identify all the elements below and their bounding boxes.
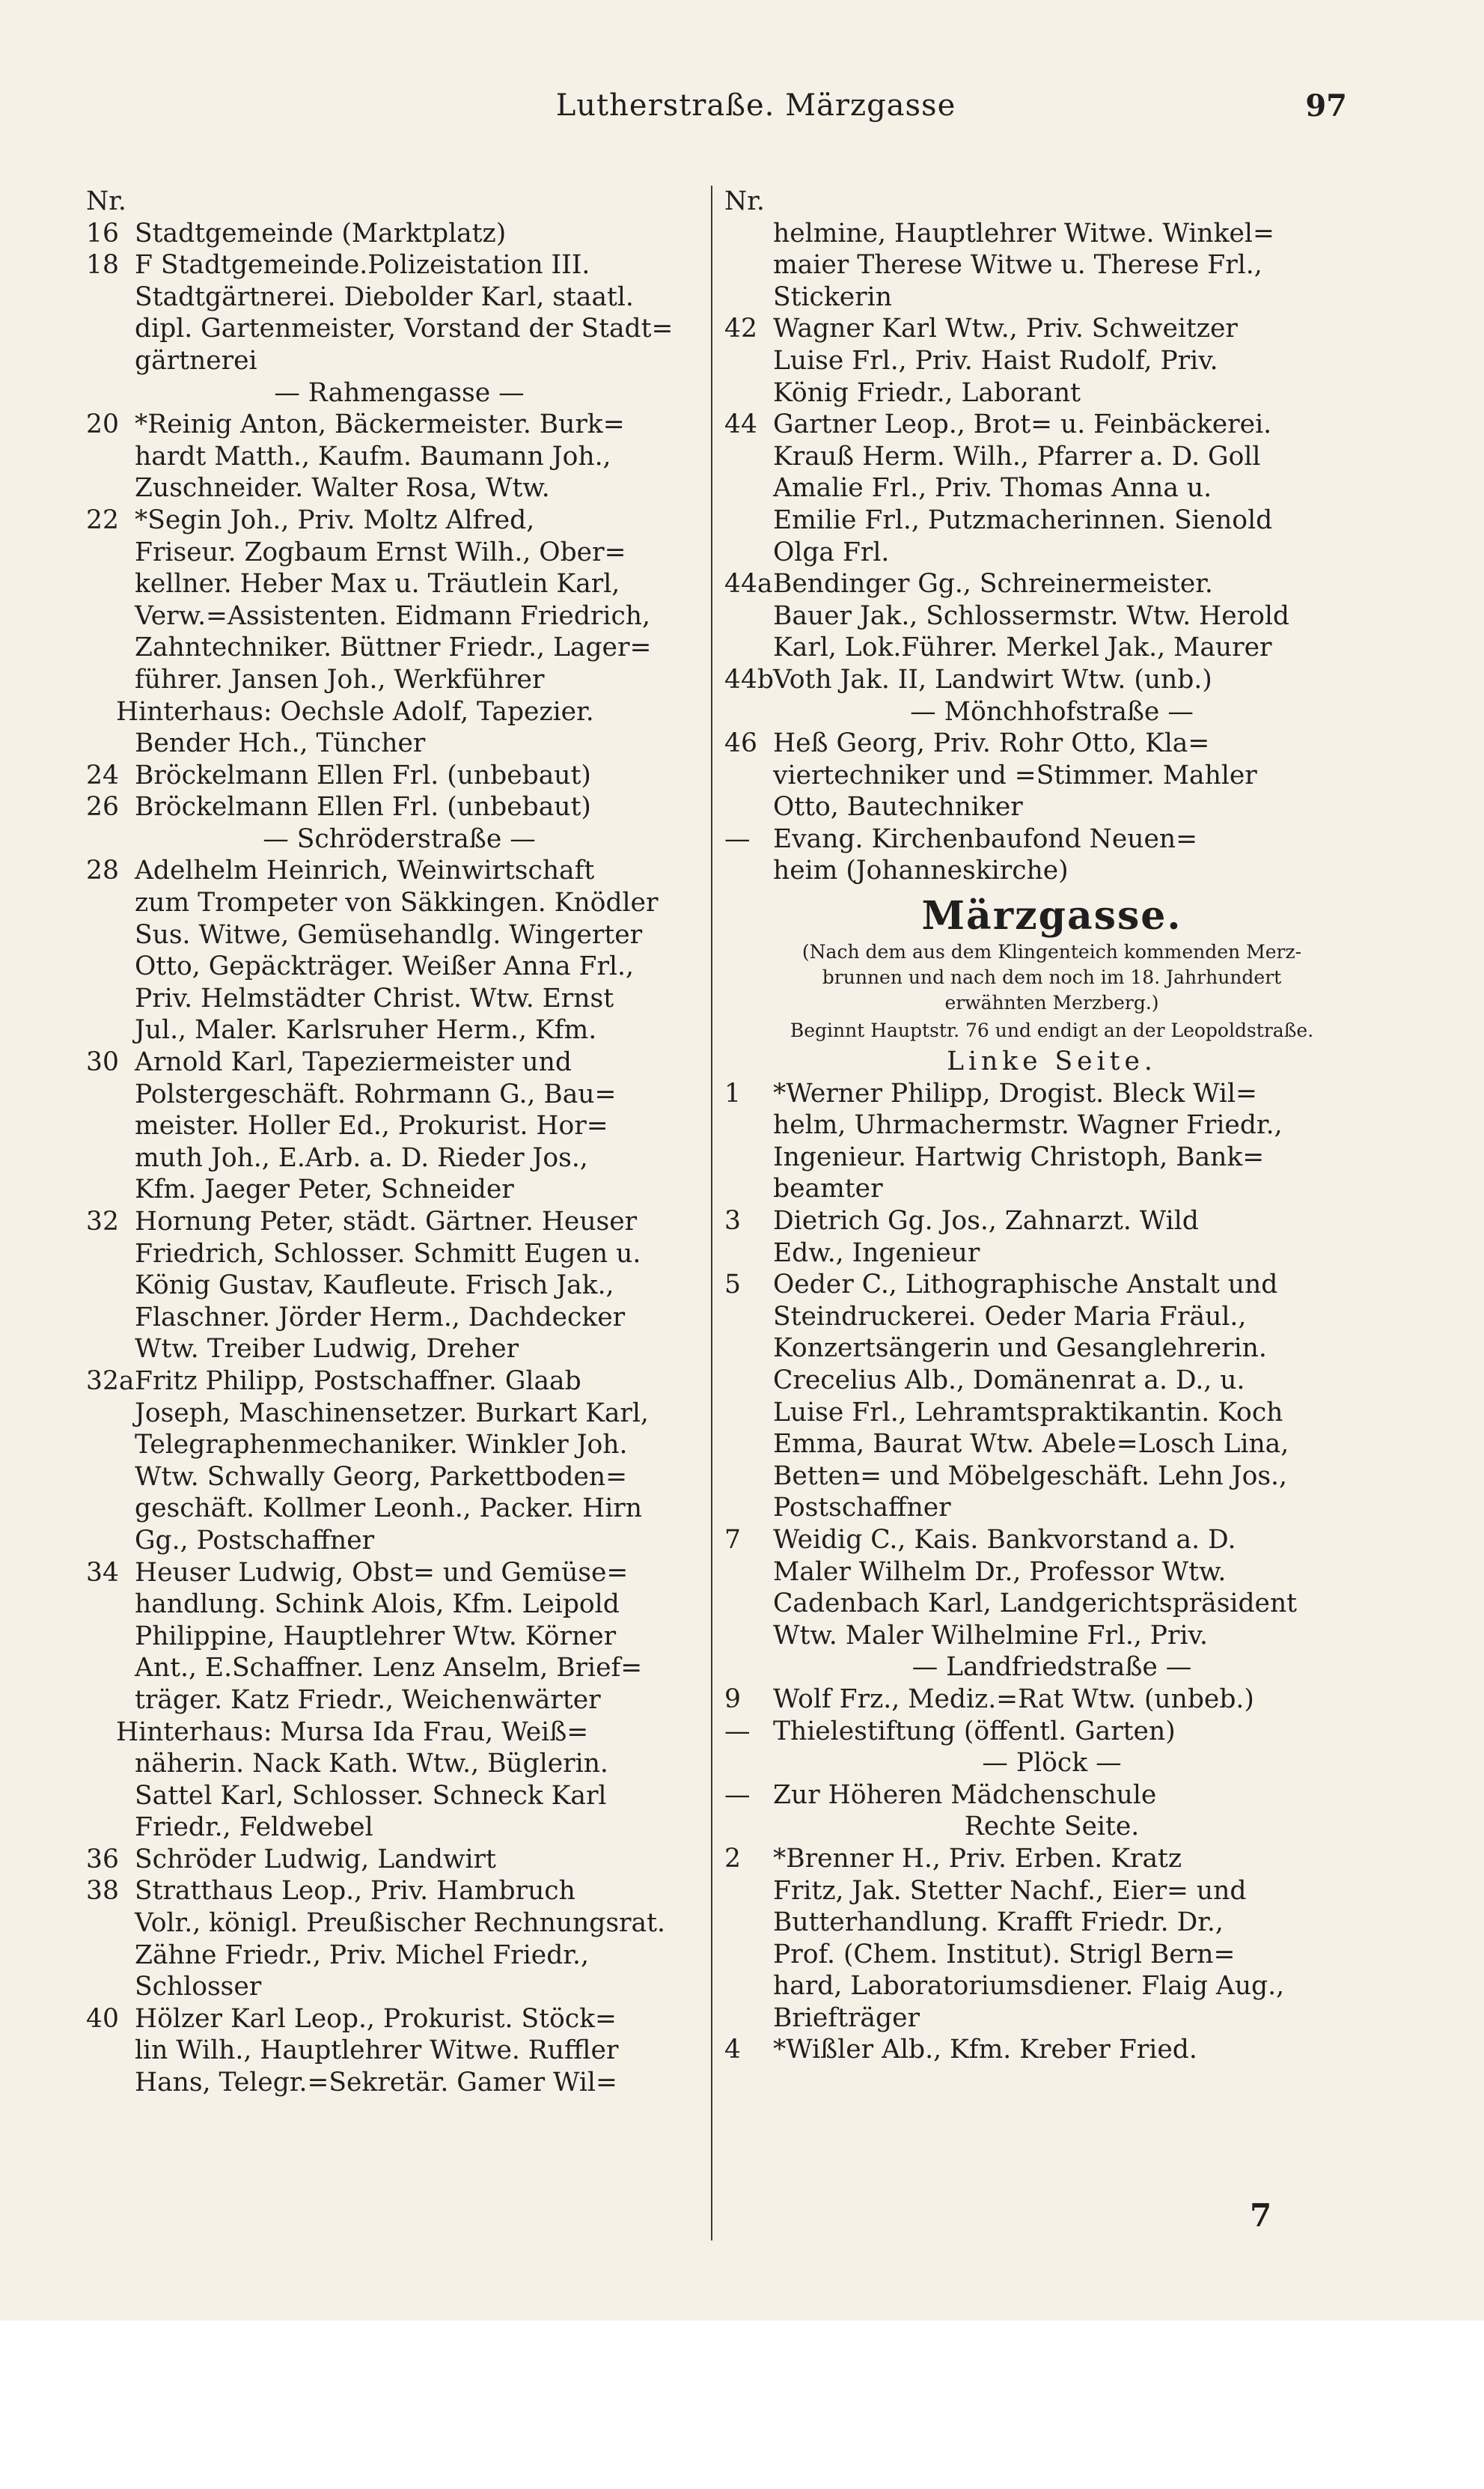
house-number: 26 [86,792,119,823]
entry-continuation [86,313,712,345]
entry-text: Verw.=Assistenten. Eidmann Friedrich, [135,600,650,631]
entry-continuation [86,1940,712,1972]
entry-continuation [724,441,1379,473]
entry-continuation [86,887,712,919]
entry-text: handlung. Schink Alois, Kfm. Leipold [135,1589,620,1620]
entry-continuation [86,1748,712,1780]
entry-continuation [86,632,712,664]
entry-text: — Mönchhofstraße — [910,696,1194,727]
entry-text: Weidig C., Kais. Bankvorstand a. D. [773,1524,1236,1555]
maerzgasse-entries [724,1078,1379,2066]
entry-continuation [724,2002,1379,2035]
entry-text: *Brenner H., Priv. Erben. Kratz [773,1843,1182,1874]
column-label [86,186,712,218]
entry-text: zum Trompeter von Säkkingen. Knödler [135,888,659,918]
entry-text: Joseph, Maschinensetzer. Burkart Karl, [135,1398,649,1428]
entry-text: dipl. Gartenmeister, Vorstand der Stadt= [135,314,674,344]
street-divider [724,1811,1379,1843]
entry-text: *Werner Philipp, Drogist. Bleck Wil= [773,1078,1257,1109]
house-number: 32 [86,1207,119,1237]
entry-continuation [724,472,1379,505]
entry-continuation [724,791,1379,823]
entry-text: König Friedr., Laborant [773,377,1081,408]
running-head: Lutherstraße. Märzgasse [555,88,956,123]
column-label [724,186,1379,218]
entry-continuation [724,1365,1379,1397]
entry-text: Sus. Witwe, Gemüsehandlg. Wingerter [135,919,643,950]
entry-continuation [86,1812,712,1844]
entry-text: — Plöck — [982,1748,1122,1779]
side-label: Linke Seite. [947,1047,1157,1077]
entry-text: gärtnerei [135,345,257,376]
address-entry [86,409,712,441]
entry-text: Stratthaus Leop., Priv. Hambruch [135,1876,575,1907]
entry-continuation [724,1620,1379,1652]
entry-continuation [724,1875,1379,1907]
entry-text: Ant., E.Schaffner. Lenz Anselm, Brief= [135,1653,643,1684]
entry-text: Briefträger [773,2002,920,2033]
entry-text: Telegraphenmechaniker. Winkler Joh. [135,1430,628,1460]
entry-text: Dietrich Gg. Jos., Zahnarzt. Wild [773,1206,1199,1237]
address-entry [724,313,1379,345]
entry-text: Wtw. Treiber Ludwig, Dreher [135,1334,519,1365]
entry-text: König Gustav, Kaufleute. Frisch Jak., [135,1270,614,1301]
entry-continuation [724,632,1379,664]
entry-text: Thielestiftung (öffentl. Garten) [773,1716,1176,1746]
entry-continuation [86,1174,712,1206]
entry-text: beamter [773,1174,883,1204]
entry-text: Zur Höheren Mädchenschule [773,1779,1157,1810]
section-note-line: (Nach dem aus dem Klingenteich kommenden Merz- [801,941,1302,963]
house-number: 40 [86,2003,119,2034]
house-number: 16 [86,218,119,249]
entry-continuation [724,1556,1379,1588]
entry-text: Bröckelmann Ellen Frl. (unbebaut) [135,760,591,790]
entry-continuation [86,983,712,1015]
entry-continuation [86,281,712,314]
entry-continuation [86,1014,712,1047]
address-entry [86,791,712,823]
entry-text: Ingenieur. Hartwig Christoph, Bank= [773,1142,1265,1172]
entry-text: meister. Holler Ed., Prokurist. Hor= [135,1111,608,1142]
entry-text: Arnold Karl, Tapeziermeister und [135,1047,572,1078]
entry-continuation [86,1588,712,1621]
entry-continuation [86,1461,712,1493]
entry-text: Schlosser [135,1972,262,2002]
house-number: 42 [724,314,757,344]
address-entry [724,1779,1379,1812]
entry-continuation [86,2035,712,2067]
entry-text: Olga Frl. [773,537,890,567]
entry-text: Friedrich, Schlosser. Schmitt Eugen u. [135,1238,641,1269]
entry-continuation [86,1079,712,1111]
entry-text: Otto, Gepäckträger. Weißer Anna Frl., [135,951,634,982]
entry-text: maier Therese Witwe u. Therese Frl., [773,250,1262,281]
address-entry [724,728,1379,760]
house-number: 7 [724,1524,741,1555]
entry-text: Volr., königl. Preußischer Rechnungsrat. [135,1908,665,1939]
entry-text: Fritz, Jak. Stetter Nachf., Eier= und [773,1875,1247,1906]
entry-continuation [724,1397,1379,1429]
entry-text: F Stadtgemeinde.Polizeistation III. [135,250,590,281]
left-column [86,186,712,2099]
entry-text: Hinterhaus: Oechsle Adolf, Tapezier. [116,696,594,727]
entry-continuation [86,1398,712,1430]
entry-continuation [724,345,1379,377]
section-maerzgasse [724,893,1379,1078]
house-number: 24 [86,760,119,790]
entry-text: — Schröderstraße — [263,823,536,854]
address-entry [724,823,1379,856]
address-entry [86,1206,712,1238]
entry-continuation [86,1684,712,1716]
house-number: 38 [86,1876,119,1907]
house-number: 34 [86,1557,119,1588]
entry-text: Wtw. Schwally Georg, Parkettboden= [135,1461,628,1492]
right-column [724,186,1379,2066]
entry-text: Kfm. Jaeger Peter, Schneider [135,1175,514,1205]
entry-continuation [86,1110,712,1142]
entry-continuation [724,760,1379,792]
page-number: 97 [1305,88,1347,124]
entry-text: *Segin Joh., Priv. Moltz Alfred, [135,505,535,535]
entry-text: helmine, Hauptlehrer Witwe. Winkel= [773,218,1274,249]
entry-continuation [86,345,712,377]
entry-text: Steindruckerei. Oeder Maria Fräul., [773,1301,1247,1332]
entry-continuation [86,1971,712,2003]
address-entry [86,218,712,250]
entry-text: träger. Katz Friedr., Weichenwärter [135,1684,601,1715]
entry-text: Bendinger Gg., Schreinermeister. [773,569,1213,600]
entry-text: Nr. [86,186,126,216]
entry-text: Friseur. Zogbaum Ernst Wilh., Ober= [135,537,626,567]
entry-text: Bauer Jak., Schlossermstr. Wtw. Herold [773,600,1290,631]
entry-continuation [724,218,1379,250]
entry-continuation [86,696,712,728]
entry-continuation [86,1525,712,1557]
page-header [135,88,1377,133]
house-number: 3 [724,1206,741,1237]
entry-continuation [724,1460,1379,1493]
entry-text: Maler Wilhelm Dr., Professor Wtw. [773,1556,1227,1587]
entry-continuation [724,1237,1379,1270]
entry-text: — Landfriedstraße — [912,1652,1192,1683]
entry-text: Stickerin [773,281,892,312]
entry-text: Karl, Lok.Führer. Merkel Jak., Maurer [773,633,1272,663]
entry-text: näherin. Nack Kath. Wtw., Büglerin. [135,1749,608,1779]
entry-text: heim (Johanneskirche) [773,856,1069,886]
entry-text: geschäft. Kollmer Leonh., Packer. Hirn [135,1493,642,1524]
entry-continuation [724,1428,1379,1460]
entry-continuation [724,1142,1379,1174]
house-number: 36 [86,1844,119,1874]
entry-text: muth Joh., E.Arb. a. D. Rieder Jos., [135,1142,588,1173]
house-number: 22 [86,505,119,535]
entry-text: Otto, Bautechniker [773,792,1023,823]
house-number: 44 [724,409,757,440]
entry-text: Emilie Frl., Putzmacherinnen. Sienold [773,505,1273,535]
address-entry [86,760,712,792]
address-entry [86,2003,712,2035]
entry-text: hard, Laboratoriumsdiener. Flaig Aug., [773,1971,1285,2002]
section-note-line: brunnen und nach dem noch im 18. Jahrhundert [822,966,1282,989]
entry-continuation [86,1652,712,1684]
entry-continuation [724,1332,1379,1365]
entry-continuation [86,1621,712,1653]
entry-continuation [724,1173,1379,1205]
house-number: 20 [86,409,119,440]
address-entry [724,1684,1379,1716]
entry-continuation [86,664,712,696]
entry-text: Hölzer Karl Leop., Prokurist. Stöck= [135,2003,617,2034]
house-number: 9 [724,1684,741,1714]
street-divider [724,1651,1379,1684]
section-begin-line: Beginnt Hauptstr. 76 und endigt an der Leopoldstraße. [790,1020,1314,1042]
entry-text: Hornung Peter, städt. Gärtner. Heuser [135,1207,638,1237]
entry-text: Hans, Telegr.=Sekretär. Gamer Wil= [135,2068,617,2098]
address-entry [724,568,1379,600]
entry-continuation [86,728,712,760]
address-entry [86,249,712,281]
address-entry [724,1078,1379,1110]
house-number: — [724,823,751,854]
entry-continuation [724,1588,1379,1620]
entry-text: Konzertsängerin und Gesanglehrerin. [773,1333,1267,1364]
entry-text: Krauß Herm. Wilh., Pfarrer a. D. Goll [773,441,1261,472]
address-entry [724,1205,1379,1237]
entry-text: Hinterhaus: Mursa Ida Frau, Weiß= [116,1716,589,1747]
entry-text: Schröder Ludwig, Landwirt [135,1844,496,1874]
entry-text: *Reinig Anton, Bäckermeister. Burk= [135,409,625,440]
entry-continuation [86,1142,712,1175]
entry-continuation [86,1429,712,1461]
entry-text: Priv. Helmstädter Christ. Wtw. Ernst [135,983,614,1014]
entry-text: Evang. Kirchenbaufond Neuen= [773,823,1198,854]
address-entry [86,1365,712,1398]
house-number: 2 [724,1843,741,1874]
entry-text: kellner. Heber Max u. Träutlein Karl, [135,569,620,600]
lutherstrasse-continued [724,186,1379,887]
entry-text: Bröckelmann Ellen Frl. (unbebaut) [135,792,591,823]
entry-text: Emma, Baurat Wtw. Abele=Losch Lina, [773,1429,1289,1460]
house-number: — [724,1716,751,1746]
entry-text: *Wißler Alb., Kfm. Kreber Fried. [773,2035,1197,2065]
street-divider [86,377,712,409]
street-divider [86,823,712,856]
sheet-signature: 7 [1250,2197,1272,2234]
entry-continuation [86,537,712,569]
entry-text: Amalie Frl., Priv. Thomas Anna u. [773,473,1212,504]
viewer-footer [0,2321,1484,2489]
entry-continuation [724,600,1379,633]
entry-continuation [86,1780,712,1812]
entry-text: helm, Uhrmachermstr. Wagner Friedr., [773,1110,1283,1141]
entry-text: Luise Frl., Lehramtspraktikantin. Koch [773,1397,1283,1428]
entry-text: Gartner Leop., Brot= u. Feinbäckerei. [773,409,1272,440]
house-number: 44b [724,664,774,695]
entry-continuation [86,951,712,983]
entry-text: Jul., Maler. Karlsruher Herm., Kfm. [135,1015,597,1046]
entry-text: Gg., Postschaffner [135,1525,375,1556]
entry-text: Oeder C., Lithographische Anstalt und [773,1270,1278,1300]
entry-text: Heuser Ludwig, Obst= und Gemüse= [135,1557,629,1588]
address-entry [724,664,1379,696]
address-entry [724,1843,1379,1875]
house-number: 46 [724,728,757,759]
address-entry [724,409,1379,441]
entry-text: Wagner Karl Wtw., Priv. Schweitzer [773,314,1238,344]
entry-text: Philippine, Hauptlehrer Wtw. Körner [135,1621,617,1651]
entry-text: Adelhelm Heinrich, Weinwirtschaft [135,856,595,886]
entry-continuation [86,1907,712,1940]
entry-text: Zahntechniker. Büttner Friedr., Lager= [135,633,652,663]
entry-text: Rechte Seite. [964,1812,1140,1842]
house-number: 18 [86,250,119,281]
entry-text: Wtw. Maler Wilhelmine Frl., Priv. [773,1620,1208,1651]
entry-continuation [86,1270,712,1302]
entry-continuation [724,855,1379,887]
entry-text: Zuschneider. Walter Rosa, Wtw. [135,473,550,504]
entry-text: Heß Georg, Priv. Rohr Otto, Kla= [773,728,1210,759]
address-entry [724,2034,1379,2066]
entry-continuation [86,1333,712,1365]
house-number: — [724,1779,751,1810]
entry-text: Stadtgemeinde (Marktplatz) [135,218,507,249]
entry-continuation [86,441,712,473]
entry-text: Bender Hch., Tüncher [135,728,426,759]
address-entry [86,1875,712,1907]
street-divider [724,696,1379,728]
entry-continuation [724,377,1379,409]
entry-text: Prof. (Chem. Institut). Strigl Bern= [773,1939,1236,1969]
entry-text: Wolf Frz., Mediz.=Rat Wtw. (unbeb.) [773,1684,1254,1714]
address-entry [86,1557,712,1589]
address-entry [86,1047,712,1079]
entry-text: Cadenbach Karl, Landgerichtspräsident [773,1588,1298,1619]
address-entry [86,855,712,887]
entry-continuation [86,1716,712,1749]
entry-text: Edw., Ingenieur [773,1237,980,1268]
entry-text: hardt Matth., Kaufm. Baumann Joh., [135,441,611,472]
address-entry [86,1844,712,1876]
section-title: Märzgasse. [921,893,1182,939]
address-entry [724,1269,1379,1301]
house-number: 4 [724,2035,741,2065]
house-number: 28 [86,856,119,886]
entry-text: Nr. [724,186,765,216]
entry-text: Stadtgärtnerei. Diebolder Karl, staatl. [135,281,634,312]
street-divider [724,1747,1379,1779]
house-number: 1 [724,1078,741,1109]
address-entry [724,1524,1379,1556]
entry-continuation [724,1301,1379,1333]
entry-text: Luise Frl., Priv. Haist Rudolf, Priv. [773,345,1218,376]
entry-text: Crecelius Alb., Domänenrat a. D., u. [773,1365,1245,1395]
entry-text: — Rahmengasse — [274,377,525,408]
house-number: 44a [724,569,773,600]
entry-continuation [86,919,712,951]
entry-text: Sattel Karl, Schlosser. Schneck Karl [135,1780,607,1811]
entry-text: Flaschner. Jörder Herm., Dachdecker [135,1302,626,1332]
section-note-line: erwähnten Merzberg.) [944,992,1159,1014]
entry-text: führer. Jansen Joh., Werkführer [135,664,545,695]
house-number: 30 [86,1047,119,1078]
entry-continuation [724,1492,1379,1524]
entry-text: lin Wilh., Hauptlehrer Witwe. Ruffler [135,2035,619,2066]
entry-continuation [86,2067,712,2099]
entry-continuation [86,600,712,633]
entry-text: Friedr., Feldwebel [135,1812,373,1843]
entry-text: Butterhandlung. Krafft Friedr. Dr., [773,1907,1224,1938]
address-entry [724,1716,1379,1748]
entry-text: Voth Jak. II, Landwirt Wtw. (unb.) [773,664,1212,695]
entry-continuation [86,1493,712,1525]
entry-text: Betten= und Möbelgeschäft. Lehn Jos., [773,1460,1287,1491]
entry-continuation [86,1238,712,1270]
entry-text: viertechniker und =Stimmer. Mahler [773,760,1257,790]
house-number: 5 [724,1270,741,1300]
entry-continuation [86,1302,712,1334]
entry-continuation [86,472,712,505]
entry-continuation [724,537,1379,569]
entry-text: Postschaffner [773,1493,951,1523]
entry-continuation [724,281,1379,314]
house-number: 32a [86,1365,135,1396]
entry-text: Fritz Philipp, Postschaffner. Glaab [135,1365,581,1396]
entry-continuation [724,249,1379,281]
entry-continuation [86,568,712,600]
entry-continuation [724,1109,1379,1142]
entry-continuation [724,1907,1379,1939]
entry-text: Polstergeschäft. Rohrmann G., Bau= [135,1079,617,1109]
entry-continuation [724,1939,1379,1971]
entry-continuation [724,505,1379,537]
column-divider [711,186,712,2240]
address-entry [86,505,712,537]
entry-continuation [724,1970,1379,2002]
entry-text: Zähne Friedr., Priv. Michel Friedr., [135,1940,589,1970]
